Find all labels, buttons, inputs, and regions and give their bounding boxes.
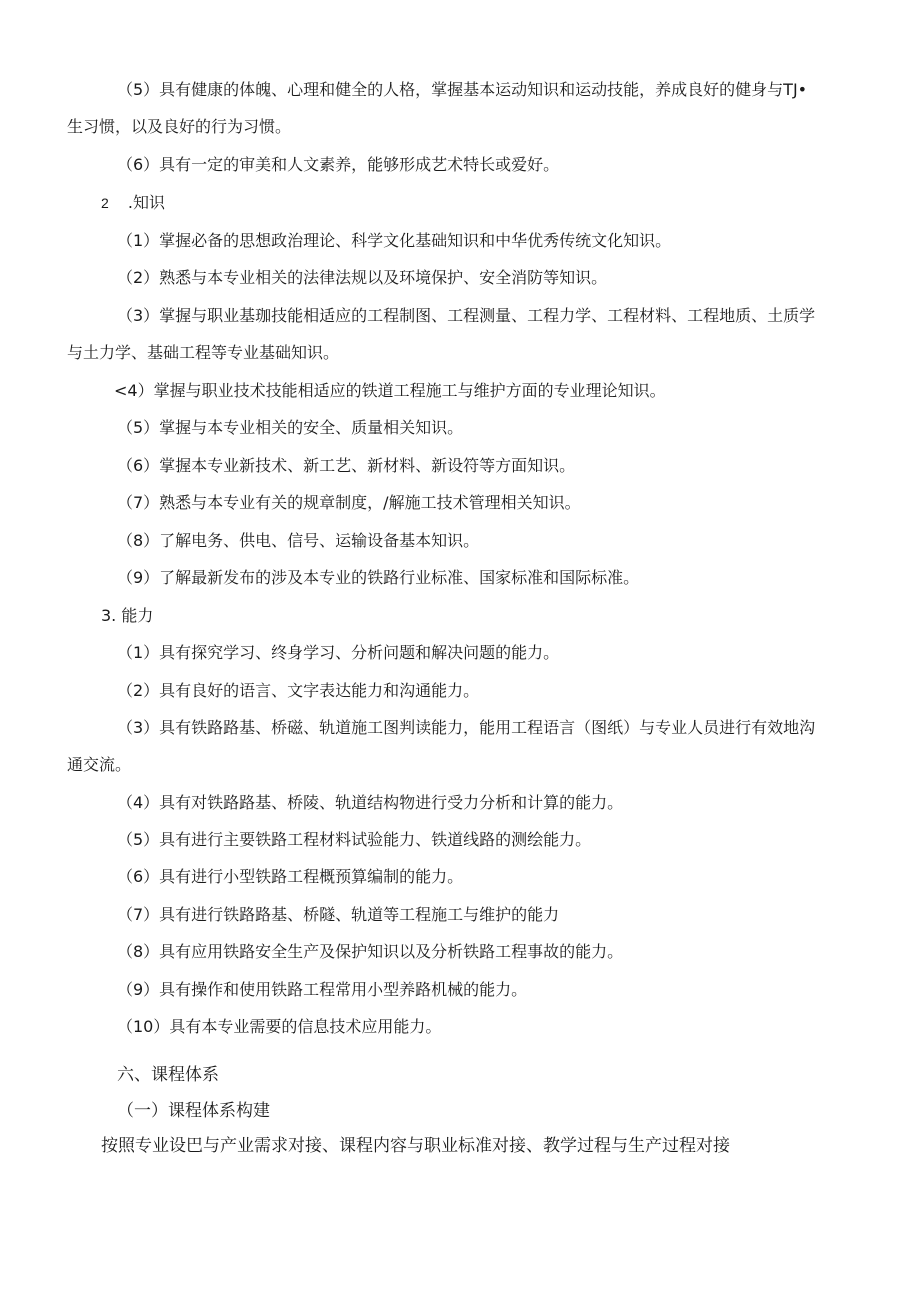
ability-item-7: （7）具有进行铁路路基、桥隧、轨道等工程施工与维护的能力 xyxy=(117,905,560,924)
ability-heading: 3. 能力 xyxy=(101,606,154,625)
knowledge-item-9: （9）了解最新发布的涉及本专业的铁路行业标准、国家标准和国际标准。 xyxy=(117,568,640,587)
ability-item-3-line-2: 通交流。 xyxy=(67,755,132,774)
ability-item-8: （8）具有应用铁路安全生产及保护知识以及分析铁路工程事故的能力。 xyxy=(117,942,624,961)
ability-item-10: （10）具有本专业需要的信息技术应用能力。 xyxy=(117,1017,442,1036)
quality-item-5-line-1: （5）具有健康的体魄、心理和健全的人格，掌握基本运动知识和运动技能，养成良好的健身与TJ• xyxy=(117,80,808,99)
ability-item-1: （1）具有探究学习、终身学习、分析问题和解决问题的能力。 xyxy=(117,643,560,662)
quality-item-5-line-2: 生习惯，以及良好的行为习惯。 xyxy=(67,117,292,136)
knowledge-item-5: （5）掌握与本专业相关的安全、质量相关知识。 xyxy=(117,418,464,437)
knowledge-item-4: <4）掌握与职业技术技能相适应的铁道工程施工与维护方面的专业理论知识。 xyxy=(114,381,666,400)
knowledge-item-8: （8）了解电务、供电、信号、运输设备基本知识。 xyxy=(117,531,480,550)
ability-item-6: （6）具有进行小型铁路工程概预算编制的能力。 xyxy=(117,867,464,886)
knowledge-item-1: （1）掌握必备的思想政治理论、科学文化基础知识和中华优秀传统文化知识。 xyxy=(117,231,672,250)
knowledge-item-2: （2）熟悉与本专业相关的法律法规以及环境保护、安全消防等知识。 xyxy=(117,268,608,287)
knowledge-item-7: （7）熟悉与本专业有关的规章制度，/解施工技术管理相关知识。 xyxy=(117,493,581,512)
ability-item-4: （4）具有对铁路路基、桥陵、轨道结构物进行受力分析和计算的能力。 xyxy=(117,793,624,812)
knowledge-item-3-line-1: （3）掌握与职业基珈技能相适应的工程制图、工程测量、工程力学、工程材料、工程地质、土质学 xyxy=(117,306,816,325)
knowledge-item-3-line-2: 与土力学、基础工程等专业基础知识。 xyxy=(67,343,340,362)
knowledge-heading xyxy=(101,193,920,213)
section-title-curriculum: 六、课程体系 xyxy=(117,1065,219,1085)
knowledge-item-6: （6）掌握本专业新技术、新工艺、新材料、新设符等方面知识。 xyxy=(117,456,576,475)
ability-item-3-line-1: （3）具有铁路路基、桥磁、轨道施工图判读能力，能用工程语言（图纸）与专业人员进行有效地沟 xyxy=(117,718,816,737)
curriculum-intro-paragraph: 按照专业设巴与产业需求对接、课程内容与职业标准对接、教学过程与生产过程对接 xyxy=(101,1136,730,1156)
ability-item-5: （5）具有进行主要铁路工程材料试验能力、铁道线路的测绘能力。 xyxy=(117,830,592,849)
subsection-title-curriculum-construction: （一）课程体系构建 xyxy=(117,1101,270,1121)
knowledge-heading-number: 2 xyxy=(101,195,109,211)
ability-item-2: （2）具有良好的语言、文字表达能力和沟通能力。 xyxy=(117,681,480,700)
quality-item-6: （6）具有一定的审美和人文素养，能够形成艺术特长或爱好。 xyxy=(117,155,560,174)
ability-item-9: （9）具有操作和使用铁路工程常用小型养路机械的能力。 xyxy=(117,980,528,999)
knowledge-heading-title: .知识 xyxy=(127,193,165,212)
